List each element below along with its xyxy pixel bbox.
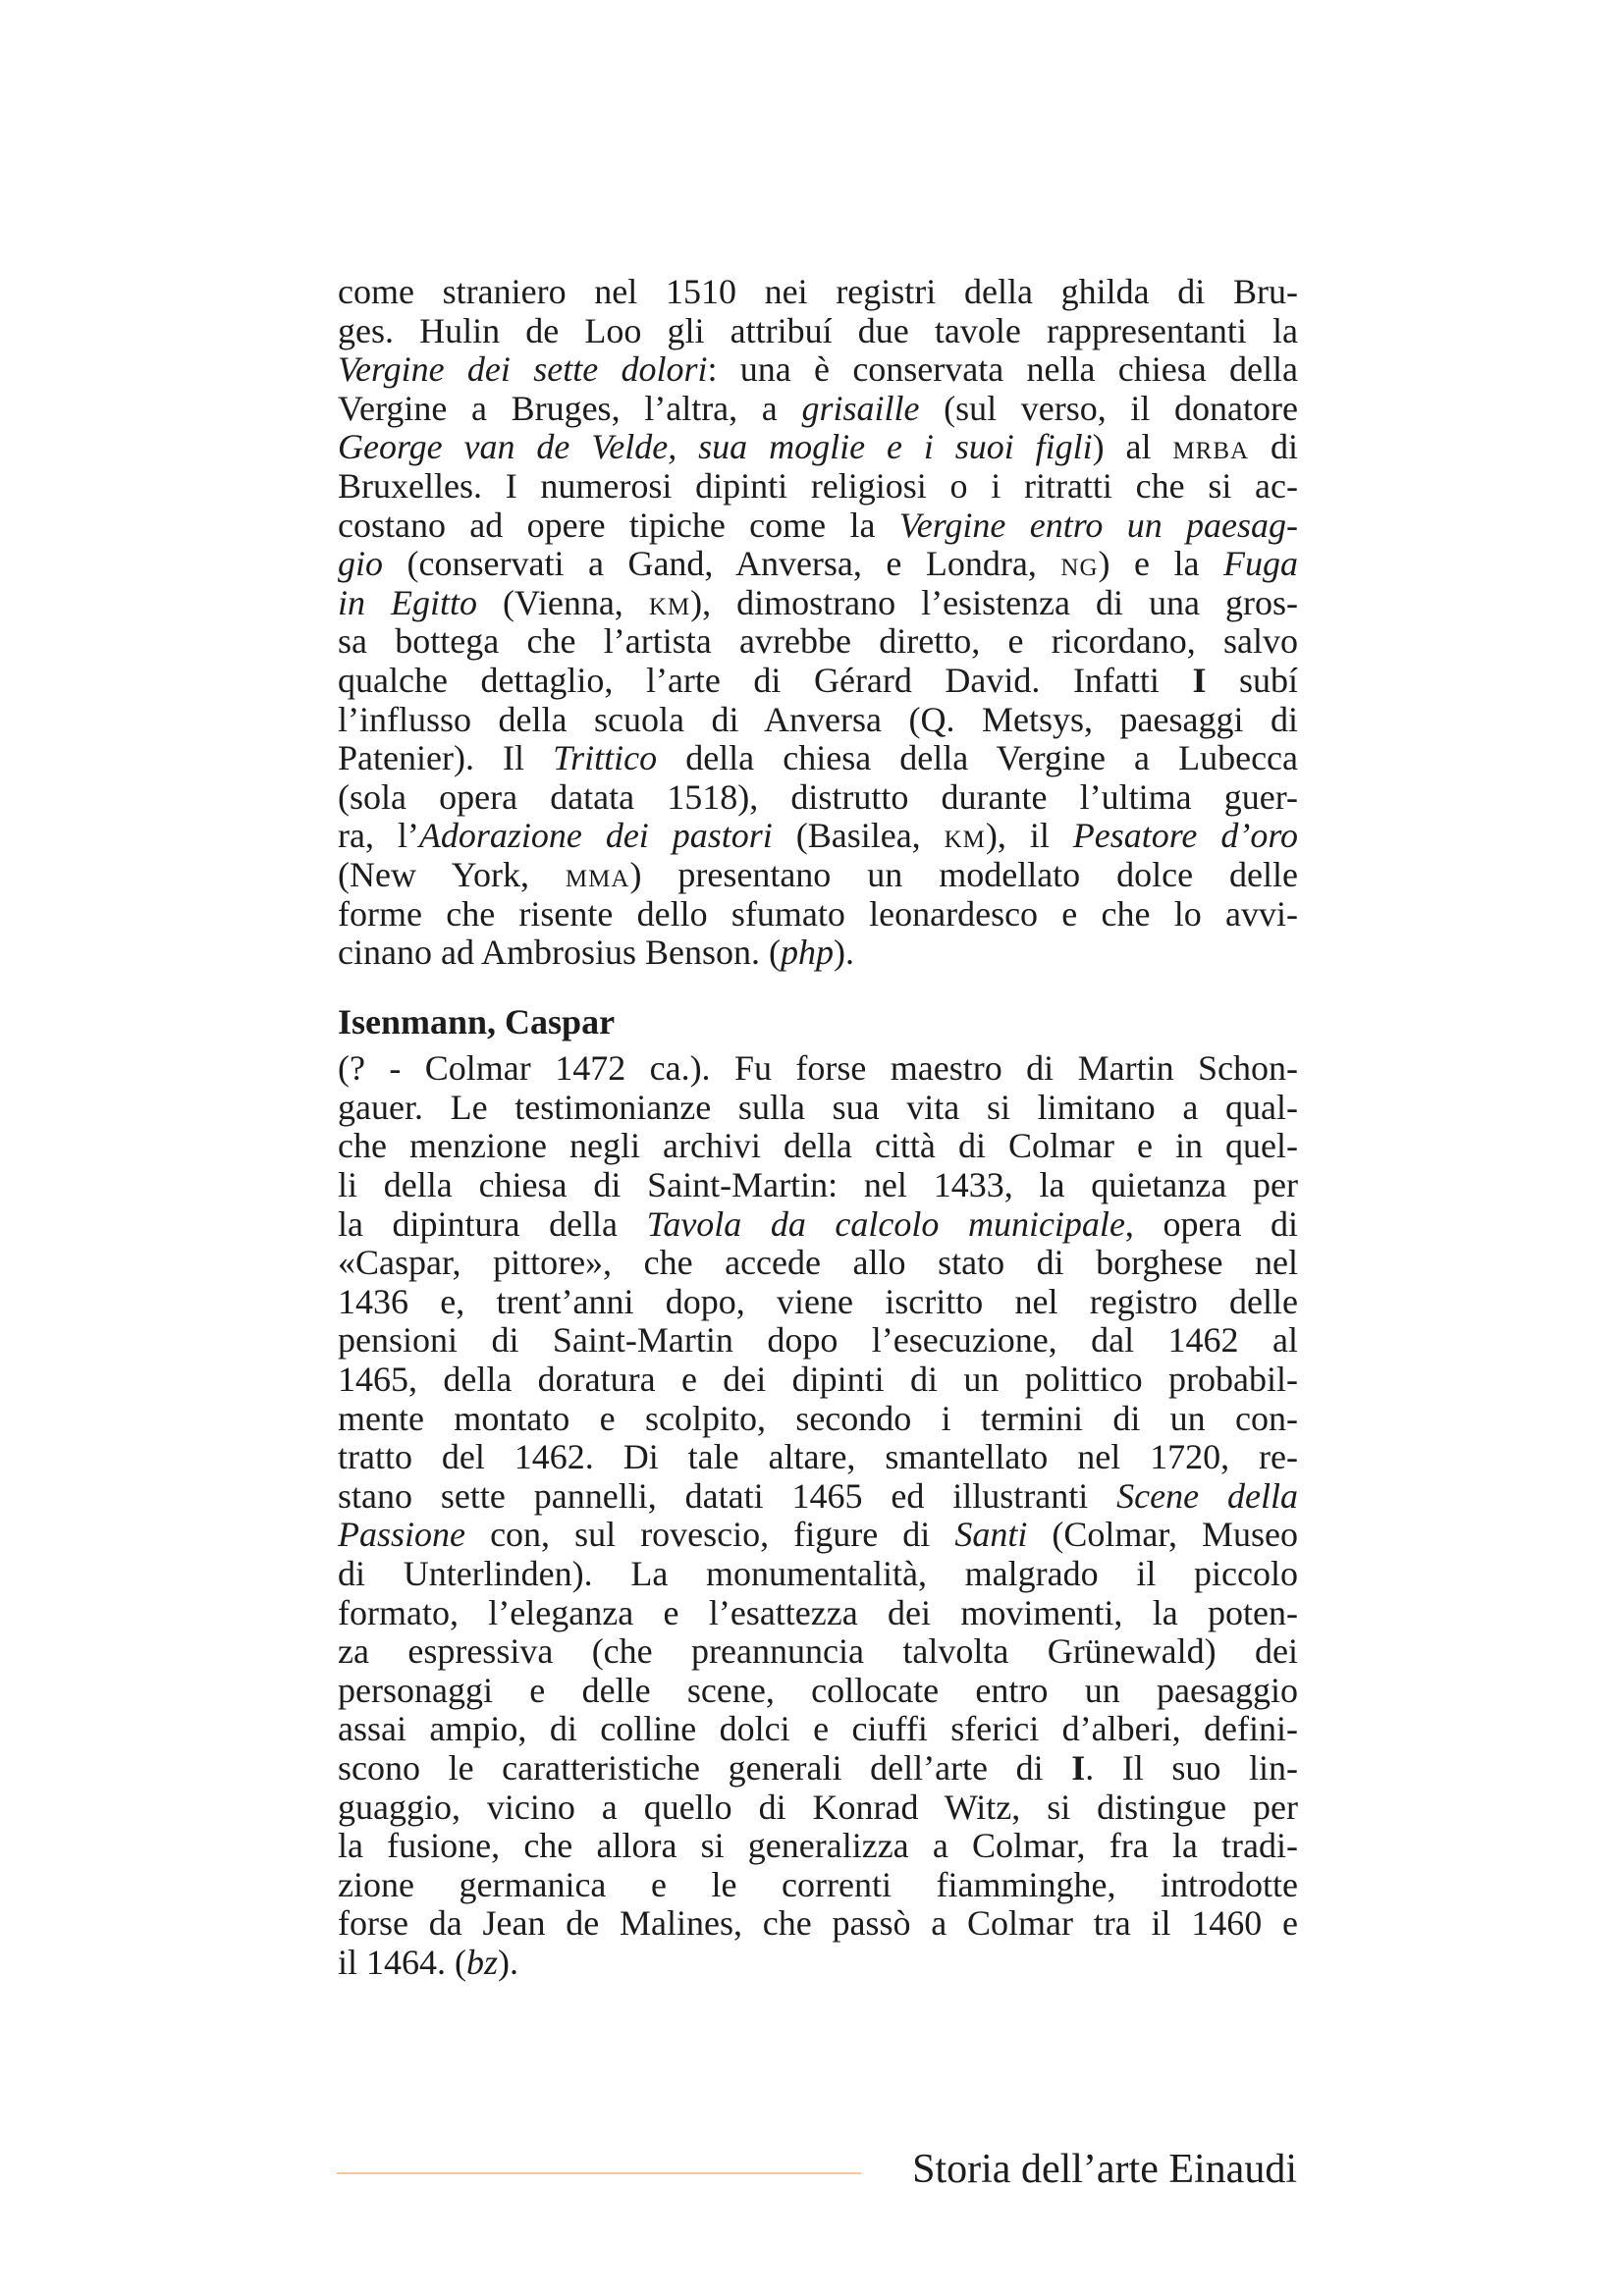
- text-line: [338, 1672, 1298, 1711]
- text-segment: della chiesa della Vergine a Lubecca: [657, 738, 1298, 778]
- text-segment: php: [780, 933, 834, 973]
- text-line: [338, 1789, 1298, 1828]
- text-line: [338, 1205, 1298, 1245]
- text-segment: scono le caratteristiche generali dell’arte di: [338, 1747, 1072, 1788]
- text-line: [338, 1827, 1298, 1866]
- text-line: [338, 1555, 1298, 1594]
- text-segment: za espressiva (che preannuncia talvolta Grünewald) dei: [338, 1631, 1298, 1672]
- text-segment: ) e la: [1098, 544, 1223, 584]
- text-segment: 1436 e, trent’anni dopo, viene iscritto nel registro delle: [338, 1281, 1298, 1321]
- text-line: [338, 1594, 1298, 1633]
- text-segment: gauer. Le testimonianze sulla sua vita si limitano a qual-: [338, 1087, 1298, 1127]
- text-segment: zione germanica e le correnti fiamminghe, introdotte: [338, 1864, 1298, 1904]
- text-segment: (Basilea,: [772, 816, 945, 856]
- entry-continuation: [338, 273, 1298, 973]
- text-line: [338, 350, 1298, 390]
- text-segment: mente montato e scolpito, secondo i termini di un con-: [338, 1398, 1298, 1438]
- text-segment: Fuga: [1223, 544, 1298, 584]
- text-segment: (Colmar, Museo: [1027, 1515, 1299, 1555]
- text-segment: formato, l’eleganza e l’esattezza dei movimenti, la poten-: [338, 1592, 1298, 1632]
- text-line: [338, 622, 1298, 662]
- text-segment: ra, l’: [338, 816, 419, 856]
- text-segment: Patenier). Il: [338, 738, 554, 778]
- text-segment: (sola opera datata 1518), distrutto durante l’ultima guer-: [338, 776, 1298, 817]
- text-segment: sa bottega che l’artista avrebbe diretto, e ricordano, salvo: [338, 621, 1298, 662]
- text-line: [338, 273, 1298, 312]
- text-segment: (Vienna,: [477, 582, 649, 622]
- text-segment: la dipintura della: [338, 1203, 647, 1244]
- text-line: [338, 1866, 1298, 1905]
- text-line: [338, 1400, 1298, 1439]
- text-segment: (? - Colmar 1472 ca.). Fu forse maestro di Martin Schon-: [338, 1048, 1298, 1089]
- text-line: [338, 739, 1298, 778]
- text-line: [338, 1166, 1298, 1205]
- text-segment: di Unterlinden). La monumentalità, malgrado il piccolo: [338, 1554, 1298, 1593]
- text-segment: : una è conservata nella chiesa della: [707, 349, 1298, 390]
- text-segment: pensioni di Saint-Martin dopo l’esecuzione, dal 1462 al: [338, 1320, 1298, 1361]
- text-segment: (conservati a Gand, Anversa, e Londra,: [383, 544, 1061, 584]
- text-line: [338, 1283, 1298, 1322]
- text-segment: Adorazione dei pastori: [418, 816, 773, 856]
- text-line: [338, 1321, 1298, 1361]
- entry-body: [338, 1049, 1298, 1982]
- text-segment: Tavola da calcolo municipale: [646, 1203, 1125, 1244]
- footer-title: Storia dell’arte Einaudi: [912, 2147, 1297, 2192]
- text-line: [338, 1127, 1298, 1166]
- text-line: [338, 1749, 1298, 1789]
- text-segment: assai ampio, di colline dolci e ciuffi sferici d’alberi, defini-: [338, 1709, 1298, 1749]
- text-line: [338, 1632, 1298, 1672]
- text-line: [338, 662, 1298, 701]
- text-segment: . Il suo lin-: [1085, 1747, 1298, 1788]
- text-segment: I: [1192, 660, 1207, 700]
- text-segment: stano sette pannelli, datati 1465 ed illustranti: [338, 1475, 1117, 1516]
- text-line: [338, 1516, 1298, 1555]
- text-line: [338, 467, 1298, 507]
- text-segment: l’influsso della scuola di Anversa (Q. Metsys, paesaggi di: [338, 699, 1298, 739]
- text-line: [338, 312, 1298, 351]
- text-line: [338, 545, 1298, 584]
- text-segment: tratto del 1462. Di tale altare, smantellato nel 1720, re-: [338, 1437, 1298, 1477]
- text-line: [338, 778, 1298, 818]
- text-segment: ), il: [985, 816, 1073, 856]
- text-segment: Passione: [338, 1515, 465, 1555]
- text-segment: mrba: [1172, 427, 1250, 467]
- text-segment: cinano ad Ambrosius Benson. (: [338, 933, 781, 973]
- text-segment: come straniero nel 1510 nei registri della ghilda di Bru-: [338, 272, 1298, 311]
- text-segment: «Caspar, pittore», che accede allo stato di borghese nel: [338, 1243, 1298, 1283]
- text-segment: Vergine a Bruges, l’altra, a: [338, 388, 802, 428]
- text-line: [338, 934, 1298, 973]
- text-segment: ).: [833, 933, 854, 973]
- text-line: [338, 507, 1298, 546]
- text-segment: che menzione negli archivi della città di Colmar e in quel-: [338, 1126, 1298, 1166]
- text-segment: personaggi e delle scene, collocate entro un paesaggio: [338, 1670, 1298, 1710]
- text-segment: , opera di: [1124, 1203, 1298, 1244]
- text-segment: ), dimostrano l’esistenza di una gros-: [690, 582, 1298, 622]
- text-segment: ng: [1060, 544, 1099, 584]
- text-line: [338, 1944, 1298, 1983]
- text-segment: Scene della: [1116, 1475, 1298, 1516]
- text-line: [338, 1361, 1298, 1400]
- text-line: [338, 701, 1298, 740]
- text-segment: ) presentano un modellato dolce delle: [629, 854, 1299, 894]
- text-line: [338, 428, 1298, 467]
- text-column: [338, 273, 1298, 1983]
- text-line: [338, 1244, 1298, 1283]
- text-segment: ) al: [1092, 427, 1173, 467]
- text-segment: con, sul rovescio, figure di: [465, 1515, 955, 1555]
- text-line: [338, 390, 1298, 429]
- text-segment: subí: [1206, 660, 1298, 700]
- text-line: [338, 817, 1298, 856]
- text-line: [338, 1477, 1298, 1517]
- text-segment: li della chiesa di Saint-Martin: nel 1433, la quietanza per: [338, 1165, 1298, 1205]
- text-segment: Santi: [954, 1515, 1028, 1555]
- text-segment: grisaille: [801, 388, 920, 428]
- text-segment: gio: [338, 544, 384, 584]
- text-segment: (sul verso, il donatore: [919, 388, 1298, 428]
- text-line: [338, 1438, 1298, 1477]
- text-segment: il 1464. (: [338, 1942, 466, 1982]
- text-segment: George van de Velde, sua moglie e i suoi figli: [338, 427, 1093, 467]
- text-segment: Vergine entro un paesag-: [898, 505, 1299, 545]
- text-line: [338, 1710, 1298, 1749]
- text-segment: la fusione, che allora si generalizza a Colmar, fra la tradi-: [338, 1826, 1298, 1866]
- text-segment: bz: [466, 1942, 499, 1982]
- text-segment: di: [1249, 427, 1298, 467]
- text-segment: (New York,: [338, 854, 566, 894]
- entry-heading: Isenmann, Caspar: [338, 1001, 616, 1041]
- text-segment: forme che risente dello sfumato leonardesco e che lo avvi-: [338, 893, 1298, 934]
- text-line: [338, 856, 1298, 895]
- text-segment: in Egitto: [338, 582, 478, 622]
- text-segment: 1465, della doratura e dei dipinti di un polittico probabil-: [338, 1360, 1298, 1400]
- text-segment: guaggio, vicino a quello di Konrad Witz, si distingue per: [338, 1787, 1298, 1827]
- text-segment: costano ad opere tipiche come la: [338, 505, 899, 545]
- footer-rule: [337, 2172, 861, 2174]
- text-segment: ).: [498, 1942, 519, 1982]
- text-segment: I: [1071, 1747, 1086, 1788]
- text-line: [338, 1904, 1298, 1944]
- text-line: [338, 1089, 1298, 1128]
- text-segment: Vergine dei sette dolori: [338, 349, 708, 390]
- text-line: [338, 1049, 1298, 1089]
- text-segment: ges. Hulin de Loo gli attribuí due tavole rappresentanti la: [338, 310, 1298, 350]
- text-segment: qualche dettaglio, l’arte di Gérard David. Infatti: [338, 660, 1193, 700]
- text-segment: mma: [565, 854, 630, 894]
- text-segment: km: [944, 816, 986, 856]
- text-segment: forse da Jean de Malines, che passò a Colmar tra il 1460 e: [338, 1903, 1298, 1944]
- text-segment: Trittico: [553, 738, 658, 778]
- text-line: [338, 895, 1298, 934]
- text-segment: Pesatore d’oro: [1072, 816, 1299, 856]
- text-segment: Bruxelles. I numerosi dipinti religiosi o i ritratti che si ac-: [338, 465, 1298, 506]
- text-segment: km: [648, 582, 691, 622]
- text-line: [338, 584, 1298, 623]
